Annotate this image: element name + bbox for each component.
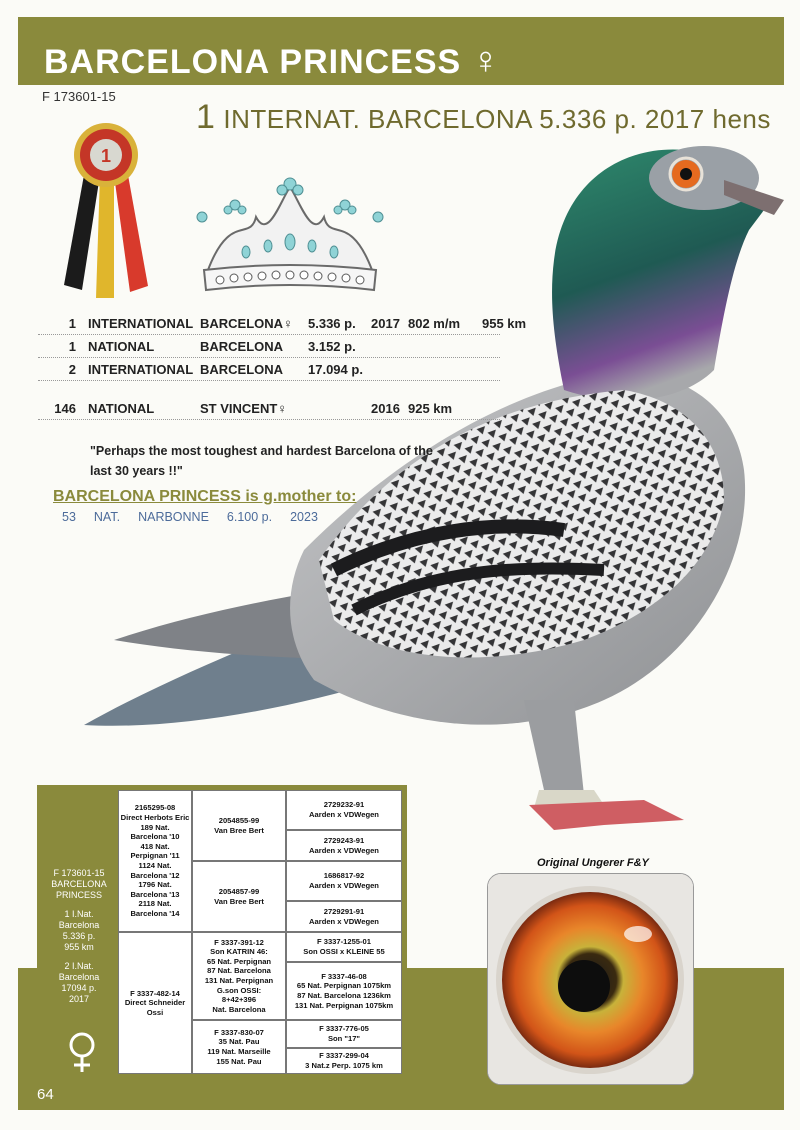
pedigree-great-grandparent: F 3337-1255-01 Son OSSI x KLEINE 55 [286,932,402,962]
female-symbol-icon: ♀ [277,401,288,416]
result-row: 1 INTERNATIONAL BARCELONA♀ 5.336 p. 2017 802 m/m 955 km [38,312,500,335]
pedigree-great-grandparent: F 3337-776-05 Son "17" [286,1020,402,1048]
eye-photo [487,873,694,1085]
pedigree-great-grandparent: 2729243-91 Aarden x VDWegen [286,830,402,861]
page-number: 64 [37,1086,54,1103]
female-symbol-icon [60,1030,104,1074]
quote: "Perhaps the most toughest and hardest Barcelona of the last 30 years !!" [90,444,433,478]
pedigree-sire: 2165295-08 Direct Herbots Eric 189 Nat. Barcelona '10 418 Nat. Perpignan '11 1124 Nat. Barcelona '12 1796 Nat. Barcelona '13 2118 Nat. Barcelona '14 [118,790,192,932]
pedigree-grandparent: 2054857-99 Van Bree Bert [192,861,286,932]
result-row: 146 NATIONAL ST VINCENT♀ 2016 925 km [38,397,500,420]
pedigree-great-grandparent: 1686817-92 Aarden x VDWegen [286,861,402,901]
result-row: 1 NATIONAL BARCELONA 3.152 p. [38,335,500,358]
female-symbol-icon: ♀ [471,40,501,82]
pedigree-great-grandparent: 2729232-91 Aarden x VDWegen [286,790,402,830]
female-symbol-icon: ♀ [283,316,293,331]
result-row: 2 INTERNATIONAL BARCELONA 17.094 p. [38,358,500,381]
headline: 1 INTERNAT. BARCELONA 5.336 p. 2017 hens [196,98,771,136]
pedigree-dam: F 3337-482-14 Direct Schneider Ossi [118,932,192,1074]
pedigree-great-grandparent: F 3337-299-04 3 Nat.z Perp. 1075 km [286,1048,402,1074]
pedigree-grandparent: 2054855-99 Van Bree Bert [192,790,286,861]
pedigree-great-grandparent: F 3337-46-08 65 Nat. Perpignan 1075km 87 Nat. Barcelona 1236km 131 Nat. Perpignan 1075km [286,962,402,1020]
pedigree-great-grandparent: 2729291-91 Aarden x VDWegen [286,901,402,932]
ring-number: F 173601-15 [42,89,116,104]
pedigree-grandparent: F 3337-391-12 Son KATRIN 46: 65 Nat. Perpignan 87 Nat. Barcelona 131 Nat. Perpignan G.son OSSI: 8+42+396 Nat. Barcelona [192,932,286,1020]
eye-icon [488,874,693,1084]
rosette-number: 1 [100,146,112,166]
pedigree-subject: F 173601-15 BARCELONA PRINCESS 1 I.Nat. Barcelona 5.336 p. 955 km 2 I.Nat. Barcelona 17094 p. 2017 [51,868,107,1004]
grandmother-title: BARCELONA PRINCESS is g.mother to: [53,488,357,505]
results-list [38,312,527,420]
page-title: BARCELONA PRINCESS ♀ [44,40,501,82]
pedigree-grandparent: F 3337-830-07 35 Nat. Pau 119 Nat. Marseille 155 Nat. Pau [192,1020,286,1074]
eye-caption: Original Ungerer F&Y [537,857,649,869]
grandmother-result: 53 NAT. NARBONNE 6.100 p. 2023 [62,510,318,524]
